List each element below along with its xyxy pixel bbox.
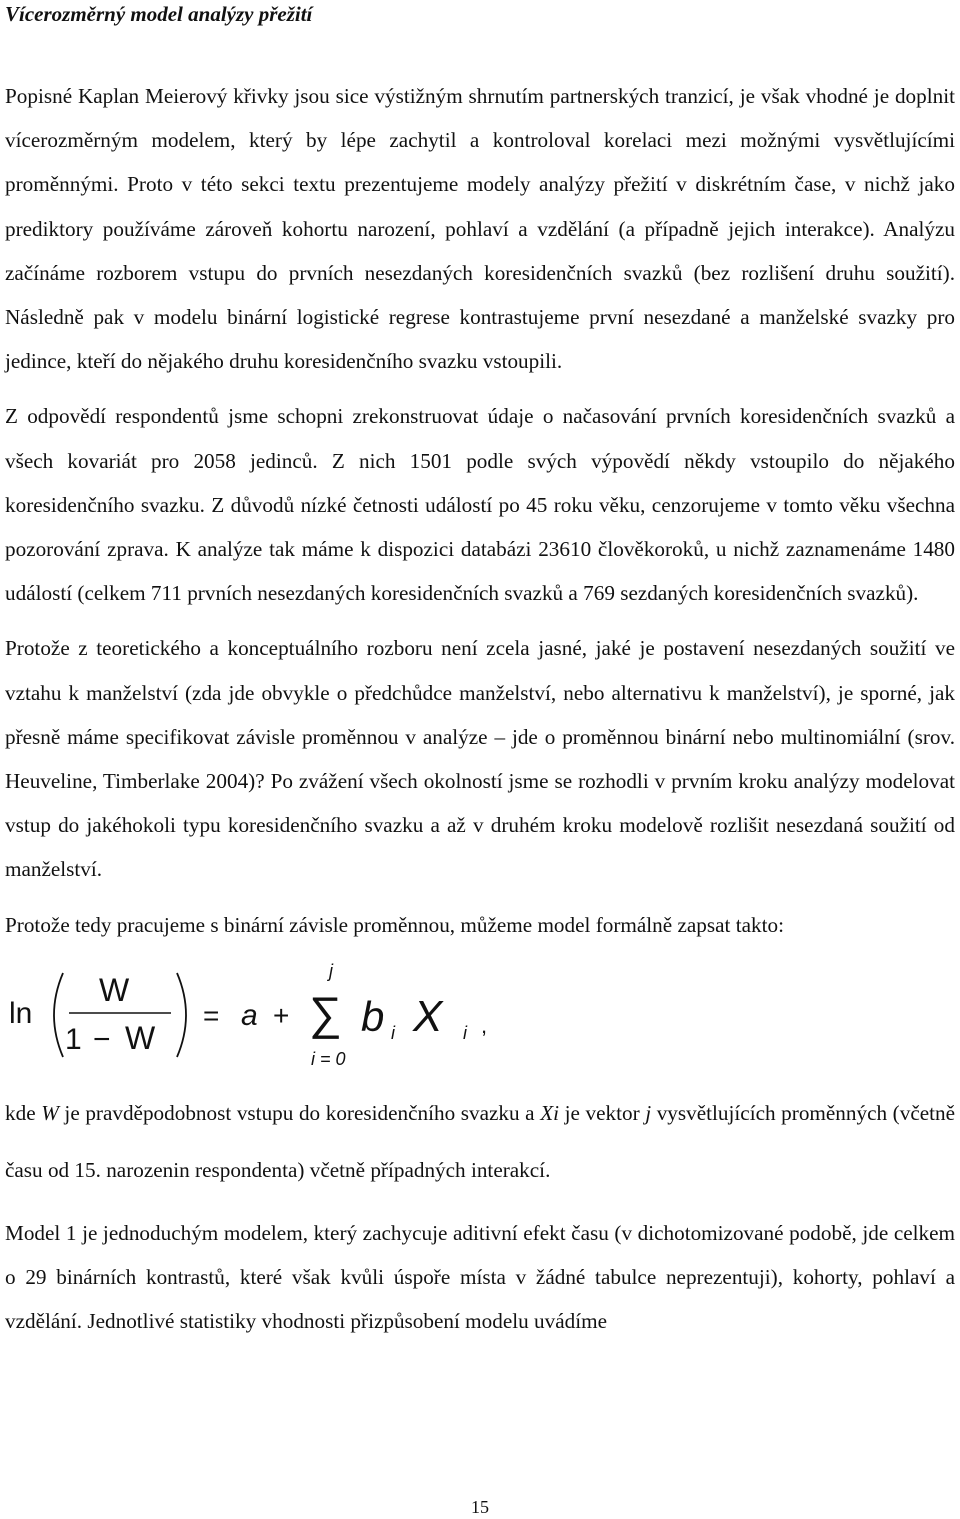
fraction-one: 1	[65, 1022, 82, 1056]
paragraph-model-1: Model 1 je jednoduchým modelem, který zachycuje aditivní efekt času (v dichotomizované podobě, jde celkem o 29 binárních kontrastů, které však kvůli úspoře místa v žádné tabulce neprezentuji), kohorty, pohlaví a vzdělání. Jednotlivé statistiky vhodnosti přizpůsobení modelu uvádíme	[5, 1220, 955, 1334]
definition-text-4: vysvětlujících proměnných (včetně času od 15. narozenin respondenta) včetně případných interakcí.	[5, 1100, 956, 1182]
coefficient-subscript: i	[391, 1022, 395, 1043]
vector-subscript: i	[463, 1022, 467, 1043]
equation-figure	[5, 953, 525, 1073]
intercept-a: a	[241, 998, 258, 1032]
right-paren	[177, 973, 186, 1057]
paragraph-intro: Popisné Kaplan Meierový křivky jsou sice výstižným shrnutím partnerských tranzicí, je však vhodné je doplnit vícerozměrným modelem, který by lépe zachytil a kontroloval korelaci mezi možnými vysvětlujícími proměnnými. Proto v této sekci textu prezentujeme modely analýzy přežití v diskrétním čase, v nichž jako prediktory používáme zároveň kohortu narození, pohlaví a vzdělání (a případně jejich interakce). Analýzu začínáme rozborem vstupu do prvních nesezdaných koresidenčních svazků (bez rozlišení druhu soužití). Následně pak v modelu binární logistické regrese kontrastujeme první nesezdané a manželské svazky pro jedince, kteří do nějakého druhu koresidenčního svazku vstoupili.	[5, 84, 955, 374]
variable-xi: Xi	[540, 1100, 560, 1125]
fraction-minus: −	[93, 1022, 111, 1056]
variable-w: W	[41, 1100, 59, 1125]
fraction-numerator: W	[99, 971, 130, 1008]
paragraph-model-intro: Protože tedy pracujeme s binární závisle proměnnou, můžeme model formálně zapsat takto:	[5, 912, 784, 937]
definition-text-3: je vektor	[559, 1100, 646, 1125]
logit-equation	[5, 953, 955, 1073]
document-page	[5, 0, 955, 1343]
equals-sign: =	[203, 999, 220, 1031]
fraction-denominator: W	[125, 1019, 156, 1056]
variable-j: j	[645, 1100, 652, 1125]
sum-upper-limit: j	[329, 960, 333, 981]
ln-label: ln	[9, 996, 33, 1030]
section-title: Vícerozměrný model analýzy přežití	[5, 2, 313, 26]
vector-x: X	[413, 991, 443, 1041]
plus-sign: +	[273, 999, 290, 1031]
definition-text-1: kde	[5, 1100, 42, 1125]
left-paren	[54, 973, 63, 1057]
sum-lower-limit: i = 0	[311, 1048, 346, 1069]
coefficient-b: b	[361, 992, 385, 1040]
equation-comma: ,	[481, 1012, 488, 1038]
paragraph-variable-definitions	[5, 1085, 955, 1199]
page-number: 15	[471, 1497, 489, 1517]
sigma-icon: ∑	[309, 986, 342, 1039]
paragraph-dependent-variable: Protože z teoretického a konceptuálního rozboru není zcela jasné, jaké je postavení nesezdaných soužití ve vztahu k manželství (zda jde obvykle o předchůdce manželství, nebo alternativu k manželství), je sporné, jak přesně máme specifikovat závisle proměnnou v analýze – jde o proměnnou binární nebo multinomiální (srov. Heuveline, Timberlake 2004)? Po zvážení všech okolností jsme se rozhodli v prvním kroku analýzy modelovat vstup do jakéhokoli typu koresidenčního svazku a až v druhém kroku modelově rozlišit nesezdaná soužití od manželství.	[5, 636, 955, 882]
paragraph-data-description: Z odpovědí respondentů jsme schopni zrekonstruovat údaje o načasování prvních koresidenčních svazků a všech kovariát pro 2058 jedinců. Z nich 1501 podle svých výpovědí někdy vstoupilo do nějakého koresidenčního svazku. Z důvodů nízké četnosti událostí po 45 roku věku, cenzorujeme v tomto věku všechna pozorování zprava. K analýze tak máme k dispozici databázi 23610 člověkoroků, u nichž zaznamenáme 1480 událostí (celkem 711 prvních nesezdaných koresidenčních svazků a 769 sezdaných koresidenčních svazků).	[5, 404, 955, 606]
definition-text-2: je pravděpodobnost vstupu do koresidenčního svazku a	[58, 1100, 541, 1125]
